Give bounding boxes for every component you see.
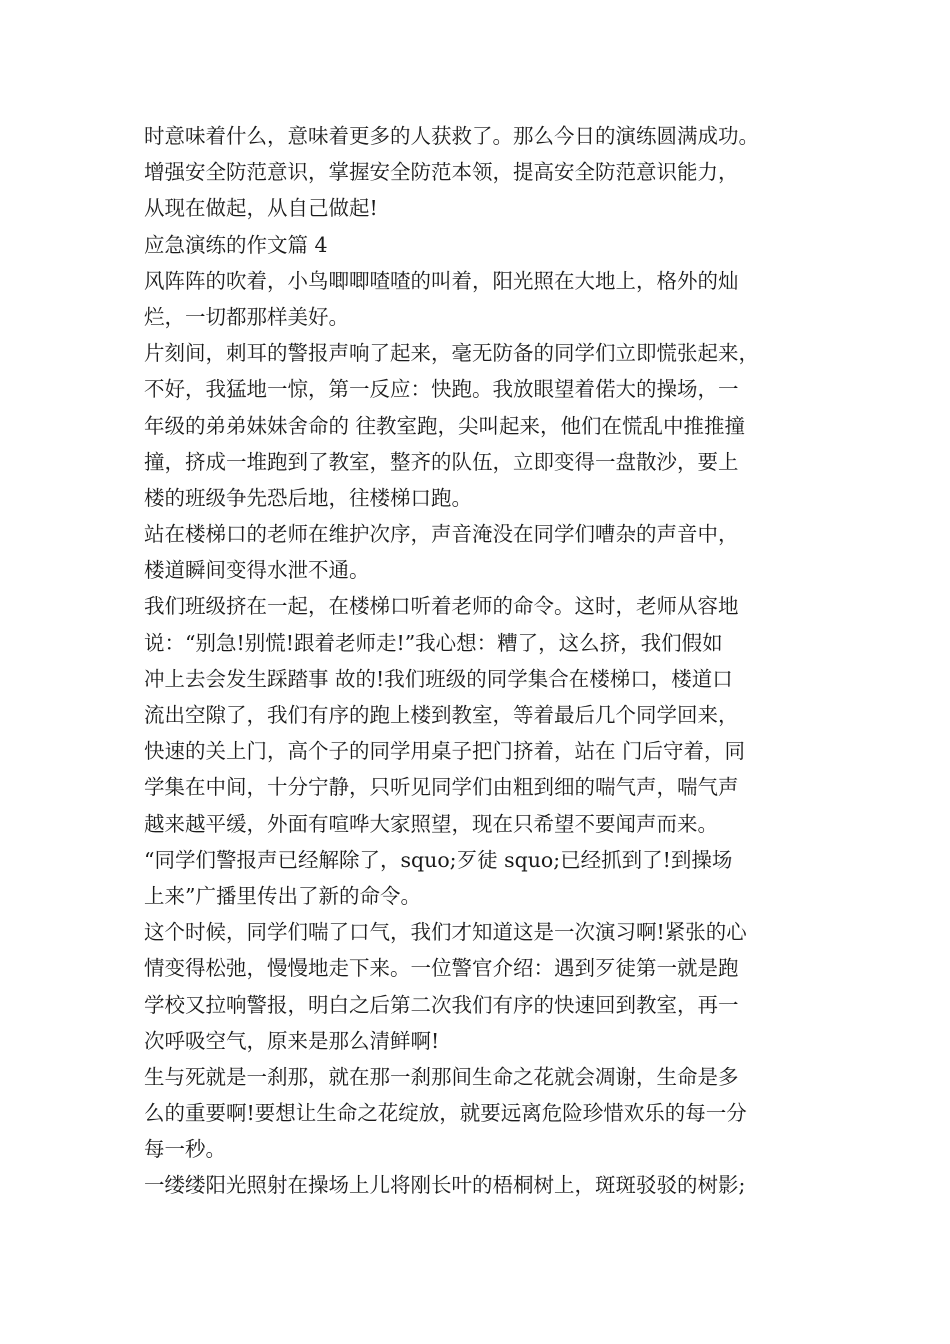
text-line: 撞，挤成一堆跑到了教室，整齐的队伍，立即变得一盘散沙，要上 [144,449,739,474]
text-line: 情变得松弛，慢慢地走下来。一位警官介绍：遇到歹徒第一就是跑 [144,956,739,981]
text-line: 楼道瞬间变得水泄不通。 [144,558,370,583]
text-line: 年级的弟弟妹妹舍命的 往教室跑，尖叫起来，他们在慌乱中推推撞 [144,413,746,438]
text-line: 不好，我猛地一惊，第一反应：快跑。我放眼望着偌大的操场，一 [144,377,739,402]
text-line: 冲上去会发生踩踏事 故的!我们班级的同学集合在楼梯口，楼道口 [144,666,733,691]
document-text [144,118,814,1204]
text-line: 从现在做起，从自己做起! [144,196,378,221]
text-line: 一缕缕阳光照射在操场上儿将刚长叶的梧桐树上，斑斑驳驳的树影; [144,1173,746,1198]
text-line: 时意味着什么，意味着更多的人获救了。那么今日的演练圆满成功。 [144,124,759,148]
text-line: 楼的班级争先恐后地，往楼梯口跑。 [144,485,472,510]
text-line: 风阵阵的吹着，小鸟唧唧喳喳的叫着，阳光照在大地上，格外的灿 [144,268,739,293]
text-line: 次呼吸空气，原来是那么清鲜啊! [144,1028,440,1053]
text-line: 烂，一切都那样美好。 [144,304,349,329]
text-line: 增强安全防范意识，掌握安全防范本领，提高安全防范意识能力， [144,160,739,185]
text-line: 这个时候，同学们喘了口气，我们才知道这是一次演习啊!紧张的心 [144,920,747,945]
section-heading: 应急演练的作文篇 4 [144,232,328,257]
text-line: “同学们警报声已经解除了，squo;歹徒 squo;已经抓到了!到操场 [144,847,733,872]
text-line: 学校又拉响警报，明白之后第二次我们有序的快速回到教室，再一 [144,992,739,1017]
text-line: 片刻间，刺耳的警报声响了起来，毫无防备的同学们立即慌张起来， [144,341,759,366]
text-line: 么的重要啊!要想让生命之花绽放，就要远离危险珍惜欢乐的每一分 [144,1101,747,1126]
text-line: 学集在中间，十分宁静，只听见同学们由粗到细的喘气声，喘气声 [144,775,739,800]
text-line: 说：“别急!别慌!跟着老师走!”我心想：糟了，这么挤，我们假如 [144,630,723,655]
text-line: 快速的关上门，高个子的同学用桌子把门挤着，站在 门后守着，同 [144,739,746,764]
text-line: 越来越平缓，外面有喧哗大家照望，现在只希望不要闻声而来。 [144,811,718,836]
text-line: 站在楼梯口的老师在维护次序，声音淹没在同学们嘈杂的声音中， [144,522,739,547]
text-line: 上来”广播里传出了新的命令。 [144,883,421,908]
text-line: 我们班级挤在一起，在楼梯口听着老师的命令。这时，老师从容地 [144,594,739,619]
text-line: 每一秒。 [144,1137,226,1162]
text-line: 流出空隙了，我们有序的跑上楼到教室，等着最后几个同学回来， [144,703,739,727]
text-line: 生与死就是一刹那，就在那一刹那间生命之花就会凋谢，生命是多 [144,1064,739,1089]
